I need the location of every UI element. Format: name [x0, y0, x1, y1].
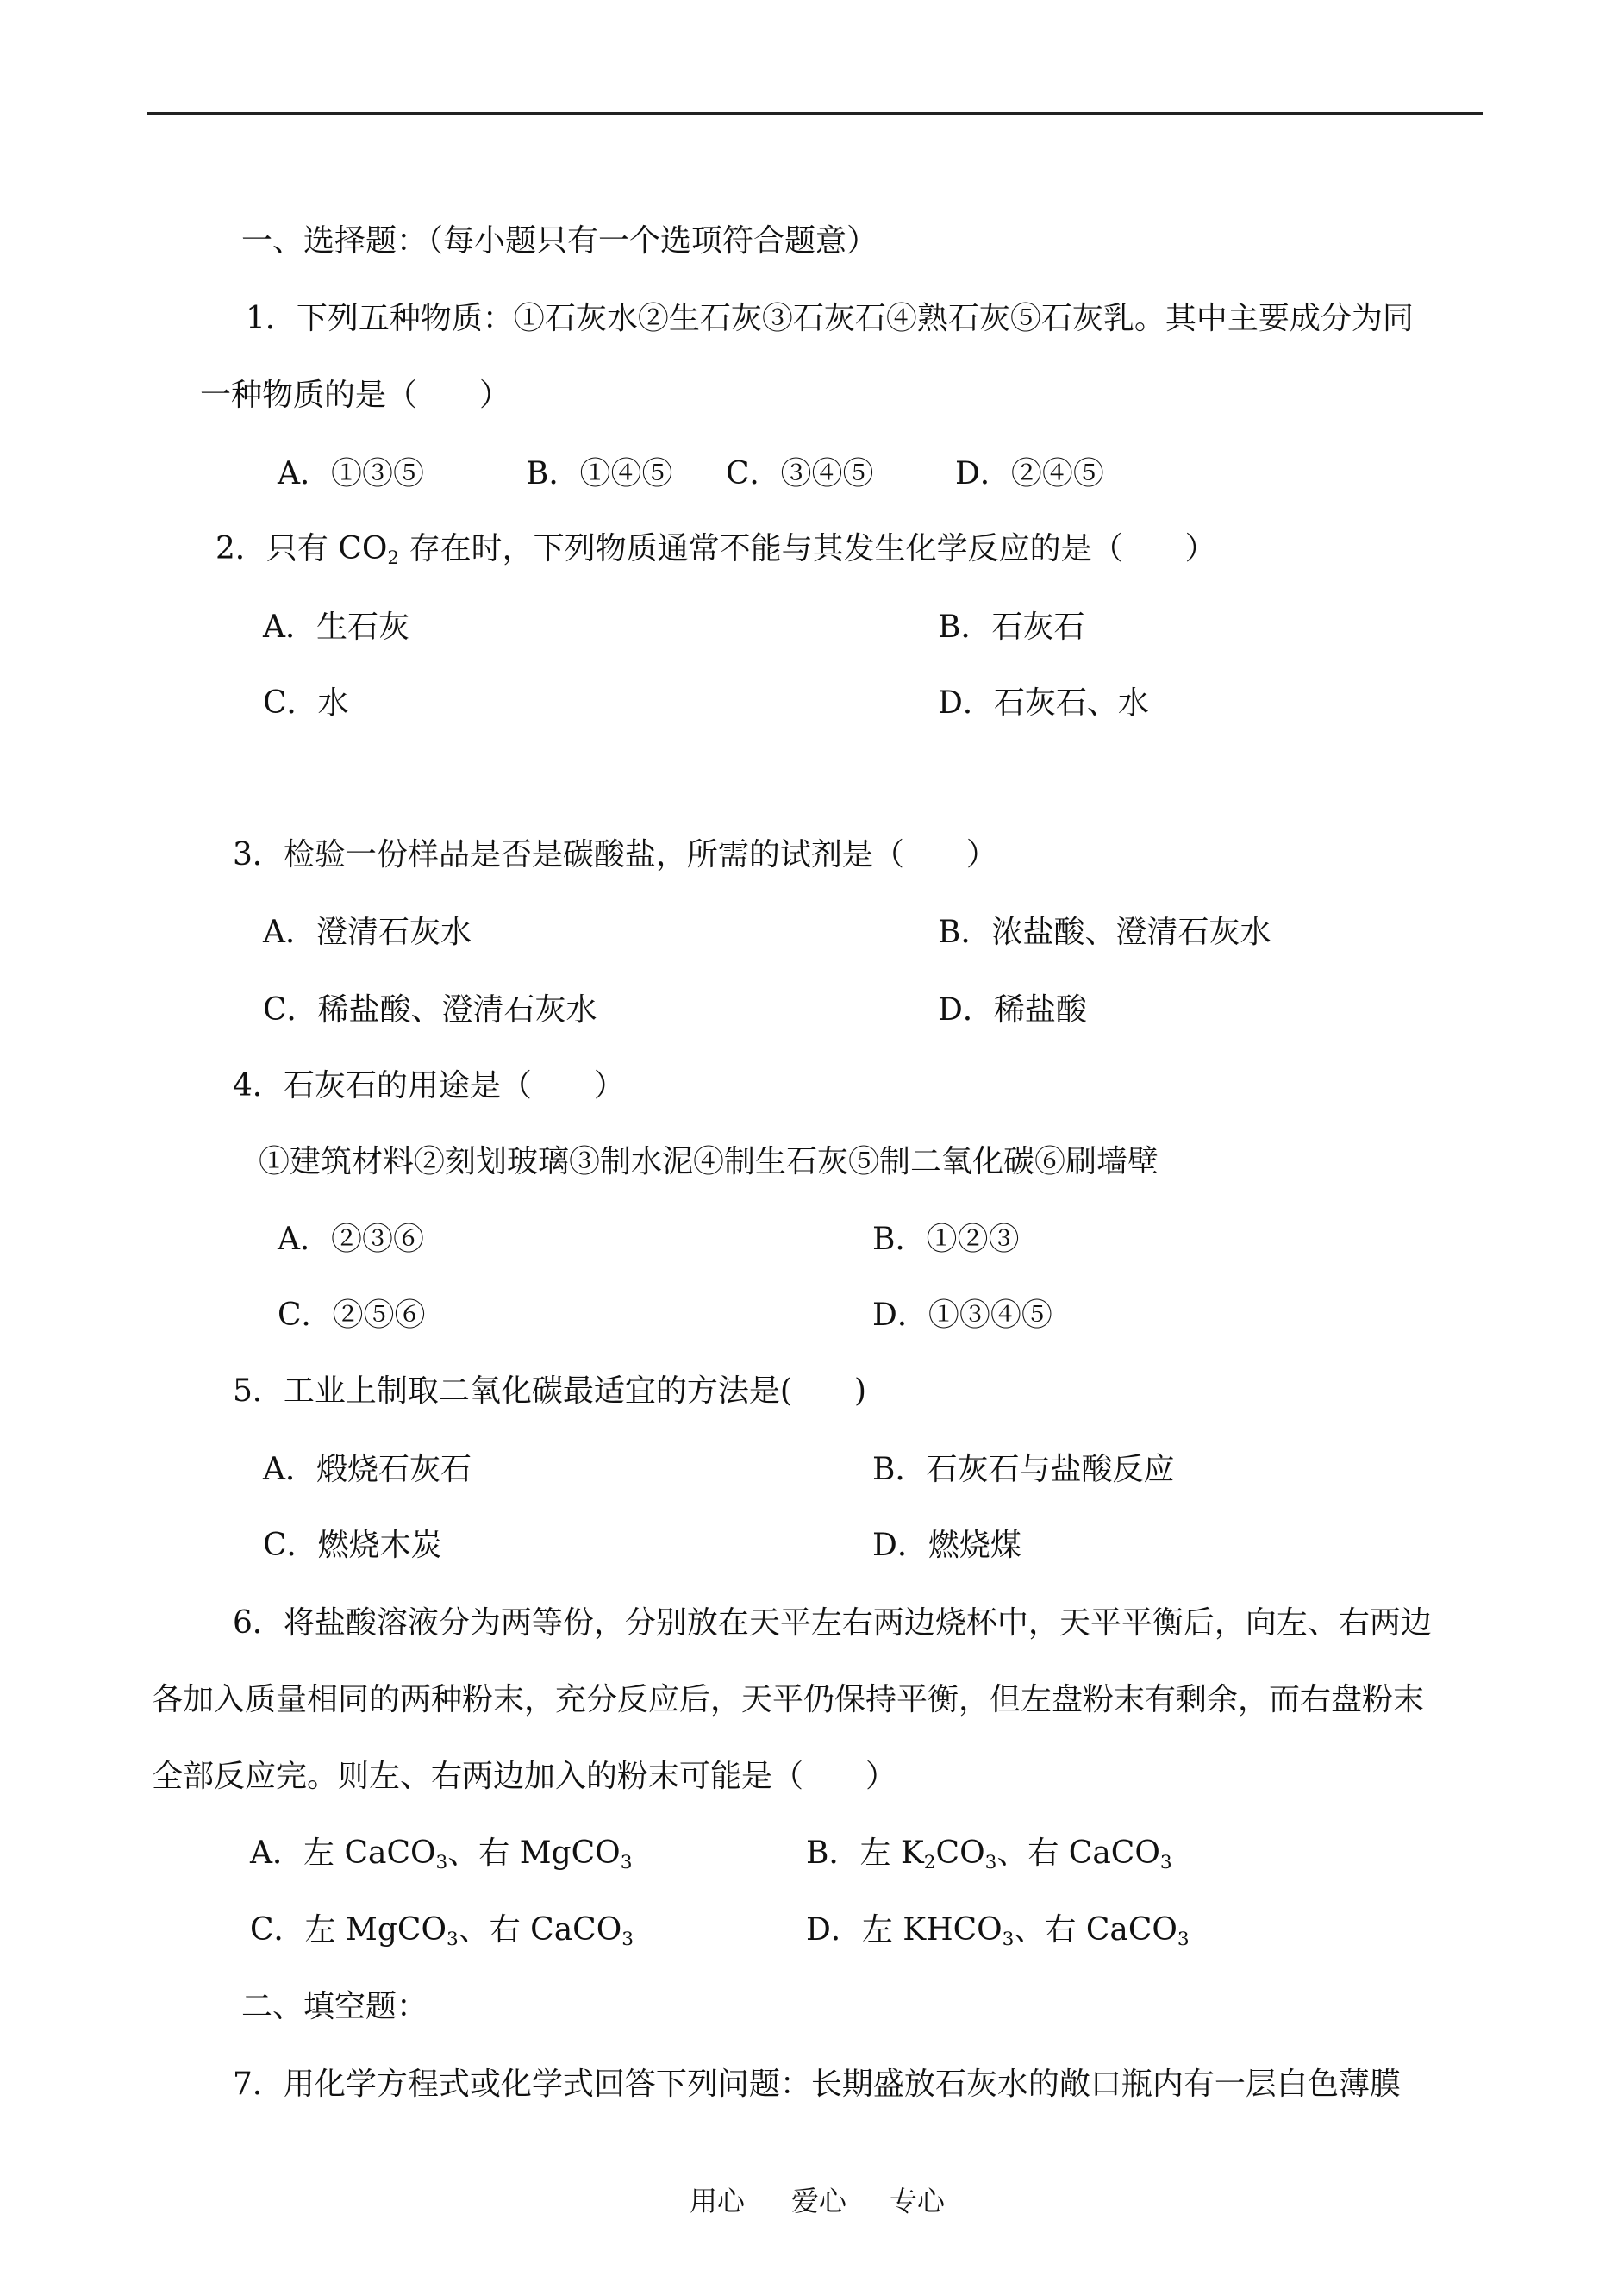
q1-stem-line1: 1．下列五种物质：①石灰水②生石灰③石灰石④熟石灰⑤石灰乳。其中主要成分为同: [246, 301, 1414, 336]
q5-option-d: D．燃烧煤: [872, 1528, 1021, 1563]
q1-option-a: A．①③⑤: [278, 456, 424, 491]
q6-a-part1: A．左 CaCO: [250, 1835, 436, 1871]
q6-stem-line3: 全部反应完。则左、右两边加入的粉末可能是（ ）: [152, 1759, 897, 1794]
q6-c-sub1: 3: [446, 1929, 459, 1950]
q2-stem-pre: 2．只有 CO: [215, 531, 388, 566]
q5-stem: 5．工业上制取二氧化碳最适宜的方法是( ): [233, 1373, 866, 1409]
q6-c-part1: C．左 MgCO: [250, 1912, 447, 1948]
q6-option-d: [806, 1911, 1190, 1949]
q2-stem-post: 存在时，下列物质通常不能与其发生化学反应的是（ ）: [399, 531, 1216, 566]
q5-option-c: C．燃烧木炭: [263, 1528, 442, 1563]
q2-option-a: A．生石灰: [263, 610, 409, 645]
q6-d-part2: 、右 CaCO: [1014, 1912, 1177, 1948]
section-heading-fill: 二、填空题：: [241, 1989, 428, 2024]
q6-stem-line1: 6．将盐酸溶液分为两等份，分别放在天平左右两边烧杯中，天平平衡后，向左、右两边: [233, 1605, 1432, 1641]
q6-d-sub1: 3: [1002, 1929, 1015, 1950]
q7-stem: 7．用化学方程式或化学式回答下列问题：长期盛放石灰水的敞口瓶内有一层白色薄膜: [233, 2067, 1401, 2102]
q6-b-part3: 、右 CaCO: [996, 1835, 1160, 1871]
q3-option-c: C．稀盐酸、澄清石灰水: [263, 992, 597, 1028]
q6-b-sub3: 3: [1159, 1852, 1172, 1873]
q1-stem-line2: 一种物质的是（ ）: [200, 378, 511, 413]
q6-c-sub2: 3: [621, 1929, 634, 1950]
q6-d-part1: D．左 KHCO: [806, 1912, 1003, 1948]
footer-text-2: 爱心: [791, 2185, 847, 2217]
q6-option-c: [250, 1911, 634, 1949]
q6-b-sub2: 3: [984, 1852, 997, 1873]
section-heading-choice: 一、选择题：（每小题只有一个选项符合题意）: [241, 223, 878, 259]
q6-c-part2: 、右 CaCO: [458, 1912, 622, 1948]
q3-option-a: A．澄清石灰水: [263, 915, 472, 950]
q6-d-sub2: 3: [1177, 1929, 1190, 1950]
header-rule: [147, 112, 1483, 115]
q6-b-part1: B．左 K: [806, 1835, 924, 1871]
q1-option-c: C．③④⑤: [726, 456, 874, 491]
q3-option-d: D．稀盐酸: [938, 992, 1087, 1028]
q1-option-d: D．②④⑤: [955, 456, 1104, 491]
footer-text-1: 用心: [690, 2185, 746, 2217]
q6-option-b: [806, 1835, 1172, 1873]
q5-option-a: A．煅烧石灰石: [263, 1452, 472, 1487]
q6-b-sub1: 2: [923, 1852, 936, 1873]
q2-stem-sub: 2: [387, 547, 400, 569]
q3-stem: 3．检验一份样品是否是碳酸盐，所需的试剂是（ ）: [233, 837, 997, 872]
q6-a-sub1: 3: [435, 1852, 448, 1873]
q6-a-part2: 、右 MgCO: [447, 1835, 621, 1871]
q4-items: ①建筑材料②刻划玻璃③制水泥④制生石灰⑤制二氧化碳⑥刷墙壁: [259, 1144, 1159, 1179]
footer-text-3: 专心: [890, 2185, 946, 2217]
q4-option-b: B．①②③: [872, 1222, 1020, 1257]
q6-stem-line2: 各加入质量相同的两种粉末，充分反应后，天平仍保持平衡，但左盘粉末有剩余，而右盘粉末: [152, 1682, 1425, 1717]
q4-option-c: C．②⑤⑥: [278, 1298, 426, 1333]
q2-option-b: B．石灰石: [938, 610, 1085, 645]
q5-option-b: B．石灰石与盐酸反应: [872, 1452, 1175, 1487]
q4-stem: 4．石灰石的用途是（ ）: [233, 1068, 625, 1104]
q2-option-c: C．水: [263, 685, 349, 721]
q6-b-part2: CO: [935, 1835, 985, 1871]
q4-option-d: D．①③④⑤: [872, 1298, 1052, 1333]
q6-option-a: [250, 1835, 632, 1873]
q4-option-a: A．②③⑥: [278, 1222, 424, 1257]
q2-stem: [215, 530, 1216, 568]
q2-option-d: D．石灰石、水: [938, 685, 1149, 721]
q3-option-b: B．浓盐酸、澄清石灰水: [938, 915, 1271, 950]
q6-a-sub2: 3: [620, 1852, 633, 1873]
q1-option-b: B．①④⑤: [526, 456, 673, 491]
